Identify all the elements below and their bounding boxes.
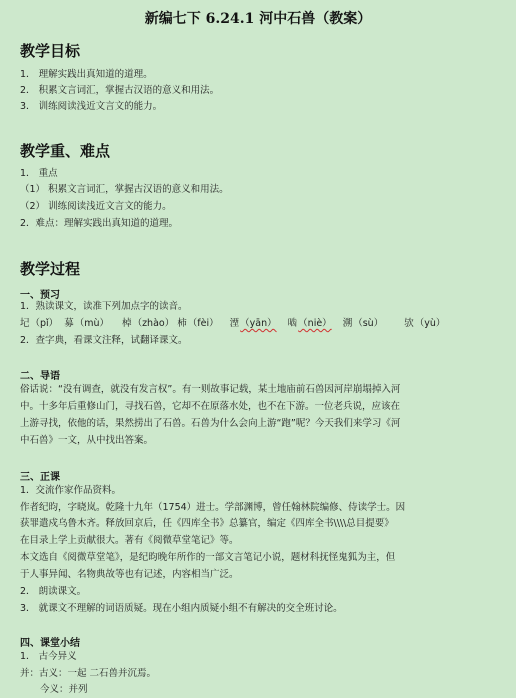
main-line: 获罪遣戍乌鲁木齐。释放回京后，任《四库全书》总纂官，编定《四库全书\\\\总目提要》 [20, 518, 394, 529]
intro-line: 中石兽》一文，从中找出答案。 [20, 435, 154, 446]
pinyin-item: 啮（niè） [287, 318, 332, 329]
main-line: 于人事异闻、名物典故等也有记述，内容相当广泛。 [20, 569, 239, 580]
main-line: 2． 朗读课文。 [20, 586, 87, 597]
pinyin-item: 圮（pǐ） [20, 318, 59, 329]
pinyin-item: 柿（fèi） [177, 318, 219, 329]
heading-process: 教学过程 [20, 260, 81, 278]
goal-item-1: 1． 理解实践出真知道的道理。 [20, 69, 153, 80]
heading-goals: 教学目标 [20, 42, 81, 60]
main-line: 3． 就课文不理解的词语质疑。现在小组内质疑小组不有解决的交全班讨论。 [20, 603, 343, 614]
main-line: 1．交流作家作品资料。 [20, 485, 122, 496]
summary-line: 并：古义：一起 二石兽并沉焉。 [20, 668, 157, 679]
pinyin-item: 欤（yù） [404, 318, 446, 329]
intro-line: 俗话说：“没有调查，就没有发言权”。有一则故事记载，某土地庙前石兽因河岸崩塌掉入河 [20, 384, 401, 395]
main-line: 在目录上学上贡献很大。著有《阅微草堂笔记》等。 [20, 535, 239, 546]
summary-line: 今义：并列 [40, 684, 88, 695]
page-title: 新编七下 6.24.1 河中石兽（教案） [144, 11, 372, 27]
summary-line: 1． 古今异义 [20, 651, 77, 662]
section-heading-main: 三、正课 [20, 472, 60, 483]
main-line: 本文选自《阅微草堂笔》，是纪昀晚年所作的一部文言笔记小说，题材科抚怪鬼狐为主，但 [20, 552, 396, 563]
key-item-2: （1） 积累文言词汇，掌握古汉语的意义和用法。 [20, 184, 229, 195]
intro-line: 上游寻找，依他的话，果然捞出了石兽。石兽为什么会向上游“跑”呢？今天我们来学习《河 [20, 418, 401, 429]
key-item-1: 1． 重点 [20, 168, 58, 179]
key-item-4: 2．难点：理解实践出真知道的道理。 [20, 218, 179, 229]
main-line: 作者纪昀，字晓岚。乾隆十九年（1754）进士。学部渊博，曾任翰林院编修、侍读学士。因 [20, 502, 406, 513]
pinyin-list [20, 318, 445, 330]
pinyin-item: 棹（zhào） [122, 318, 175, 329]
section-heading-summary: 四、课堂小结 [20, 638, 80, 649]
intro-line: 中。十多年后重修山门，寻找石兽，它却不在原落水处，也不在下游。一位老兵说，应该在 [20, 401, 401, 412]
pinyin-item: 募（mù） [64, 318, 110, 329]
section-heading-intro: 二、导语 [20, 371, 60, 382]
preview-line-3: 2．查字典，看课文注释，试翻译课文。 [20, 335, 188, 346]
goal-item-2: 2． 积累文言词汇，掌握古汉语的意义和用法。 [20, 85, 220, 96]
preview-line-1: 1．熟读课文，读准下列加点字的读音。 [20, 301, 188, 312]
section-heading-preview: 一、预习 [20, 290, 60, 301]
pinyin-item: 溯（sù） [342, 318, 384, 329]
goal-item-3: 3． 训练阅读浅近文言文的能力。 [20, 101, 163, 112]
pinyin-item: 湮（yān） [229, 318, 277, 329]
heading-key-points: 教学重、难点 [20, 142, 111, 160]
key-item-3: （2） 训练阅读浅近文言文的能力。 [20, 201, 172, 212]
